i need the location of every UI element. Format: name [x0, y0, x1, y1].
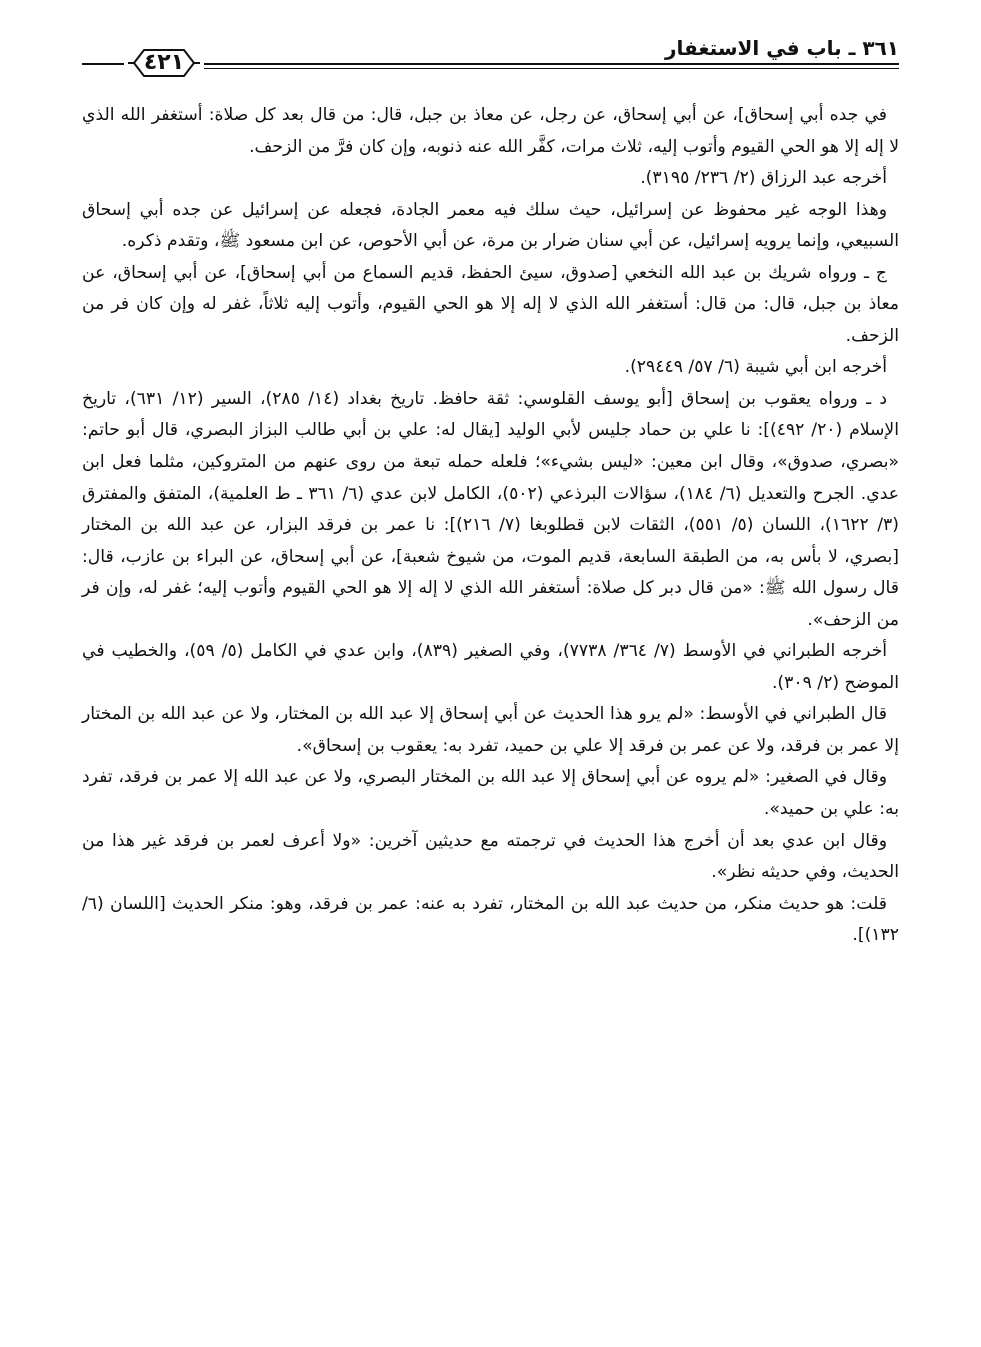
paragraph-6: د ـ ورواه يعقوب بن إسحاق [أبو يوسف القلوسي: ثقة حافظ. تاريخ بغداد (١٤/ ٢٨٥)، السير (١٢/ ٦٣١)، تاريخ الإسلام (٢٠/ ٤٩٢)]: نا علي بن حماد جليس لأبي الوليد [يقال له: علي بن أبي طالب البزاز البصري، قال أبو حاتم: «بصري، صدوق»، وقال ابن معين: «ليس بشيء»؛ فلعله حمله تبعة من روى عنهم من المتروكين، مثلما فعل ابن عدي. الجرح والتعديل (٦/ ١٨٤)، سؤالات البرذعي (٥٠٢)، الكامل لابن عدي (٦/ ٣٦١ ـ ط العلمية)، المتفق والمفترق (٣/ ١٦٢٢)، اللسان (٥/ ٥٥١)، الثقات لابن قطلوبغا (٧/ ٢١٦)]: نا عمر بن فرقد البزار، عن عبد الله بن المختار [بصري، لا بأس به، من الطبقة السابعة، قديم الموت، من شيوخ شعبة]، عن أبي إسحاق، عن البراء بن عازب، قال: قال رسول الله ﷺ: «من قال دبر كل صلاة: أستغفر الله الذي لا إله إلا هو الحي القيوم وأتوب إليه؛ غفر له، وإن فر من الزحف».: [82, 388, 899, 630]
page-header: [82, 32, 899, 82]
header-rule-inner: [200, 68, 899, 69]
header-rule: [82, 63, 899, 65]
paragraph-10: وقال ابن عدي بعد أن أخرج هذا الحديث في ترجمته مع حديثين آخرين: «ولا أعرف لعمر بن فرقد غير هذا من الحديث، وفي حديثه نظر».: [82, 830, 899, 883]
paragraph-9: وقال في الصغير: «لم يروه عن أبي إسحاق إلا عبد الله بن المختار البصري، ولا عن عبد الله إلا عمر بن فرقد، تفرد به: علي بن حميد».: [82, 767, 899, 820]
running-title: ٣٦١ ـ باب في الاستغفار: [664, 36, 899, 60]
paragraph-5: أخرجه ابن أبي شيبة (٦/ ٥٧/ ٢٩٤٤٩).: [624, 357, 887, 378]
paragraph-3: وهذا الوجه غير محفوظ عن إسرائيل، حيث سلك فيه معمر الجادة، فجعله عن إسرائيل عن جده أبي إسحاق السبيعي، وإنما يرويه إسرائيل، عن أبي سنان ضرار بن مرة، عن أبي الأحوص، عن ابن مسعود ﷺ، وتقدم ذكره.: [82, 199, 899, 252]
main-text: [82, 100, 899, 952]
page-number: ٤٢١: [143, 50, 185, 75]
paragraph-8: قال الطبراني في الأوسط: «لم يرو هذا الحديث عن أبي إسحاق إلا عبد الله بن المختار، ولا عن عبد الله بن المختار إلا عمر بن فرقد، ولا عن عمر بن فرقد إلا علي بن حميد، تفرد به: يعقوب بن إسحاق».: [82, 704, 899, 756]
page-number-badge: [124, 46, 204, 80]
paragraph-2: أخرجه عبد الرزاق (٢/ ٢٣٦/ ٣١٩٥).: [640, 168, 887, 189]
paragraph-1: في جده أبي إسحاق]، عن أبي إسحاق، عن رجل، عن معاذ بن جبل، قال: من قال بعد كل صلاة: أستغفر الله الذي لا إله إلا هو الحي القيوم وأتوب إليه، ثلاث مرات، كفَّر الله عنه ذنوبه، وإن كان فرَّ من الزحف.: [82, 105, 899, 157]
paragraph-11: قلت: هو حديث منكر، من حديث عبد الله بن المختار، تفرد به عنه: عمر بن فرقد، وهو: منكر الحديث [اللسان (٦/ ١٣٢)].: [82, 893, 899, 946]
paragraph-4: ج ـ ورواه شريك بن عبد الله النخعي [صدوق، سيئ الحفظ، قديم السماع من أبي إسحاق]، عن أبي إسحاق، عن معاذ بن جبل، قال: من قال: أستغفر الله الذي لا إله إلا هو الحي القيوم، وأتوب إليه ثلاثاً، غفر له وإن كان فر من الزحف.: [82, 262, 899, 346]
paragraph-7: أخرجه الطبراني في الأوسط (٧/ ٣٦٤/ ٧٧٣٨)، وفي الصغير (٨٣٩)، وابن عدي في الكامل (٥/ ٥٩)، والخطيب في الموضح (٢/ ٣٠٩).: [82, 641, 899, 693]
